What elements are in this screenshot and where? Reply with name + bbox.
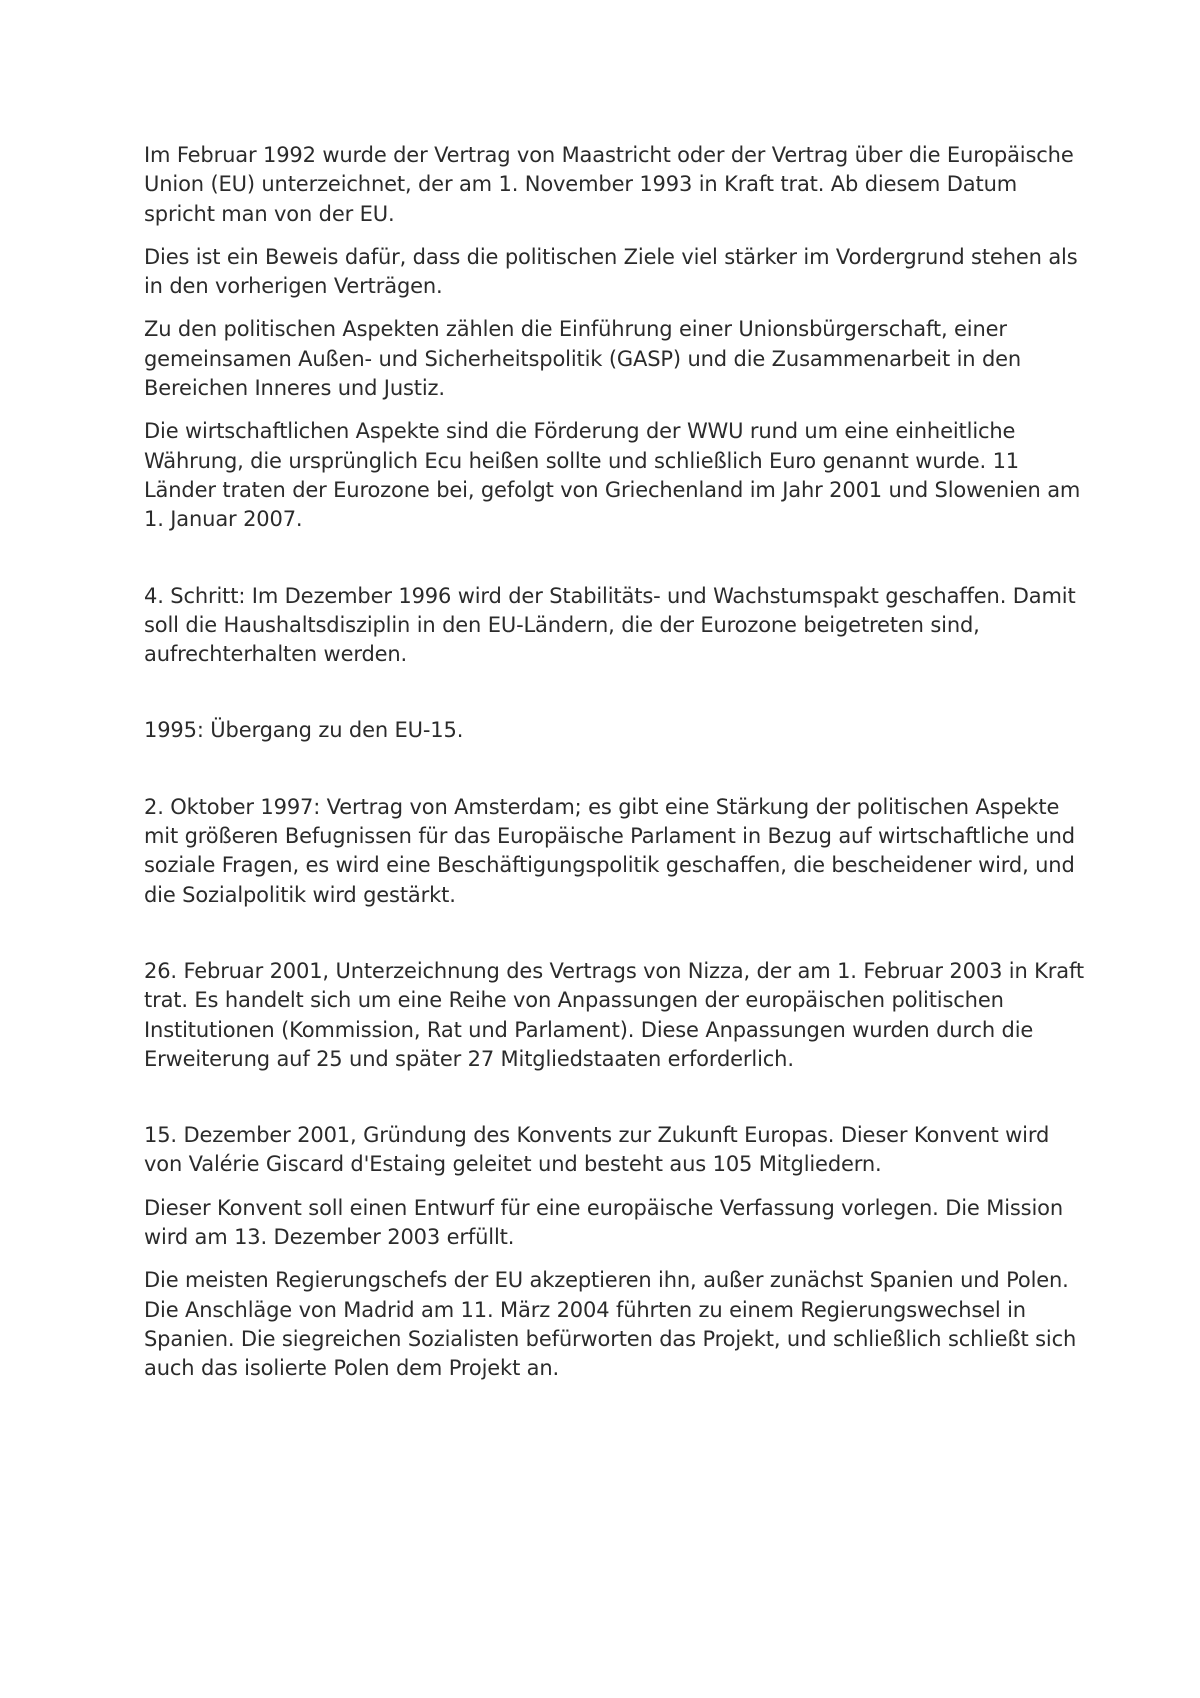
paragraph-political-aspects: Zu den politischen Aspekten zählen die Einführung einer Unionsbürgerschaft, einer gemeinsamen Außen- und Sicherheitspolitik (GASP) und die Zusammenarbeit in den Bereichen Inneres und Justiz. <box>144 317 1022 401</box>
document-body <box>144 141 1084 1398</box>
paragraph-convention: 15. Dezember 2001, Gründung des Konvents zur Zukunft Europas. Dieser Konvent wird von Valérie Giscard d'Estaing geleitet und besteht aus 105 Mitgliedern. <box>144 1123 1050 1177</box>
paragraph-political-goals: Dies ist ein Beweis dafür, dass die politischen Ziele viel stärker im Vordergrund stehen als in den vorherigen Verträgen. <box>144 244 1078 299</box>
paragraph-maastricht: Im Februar 1992 wurde der Vertrag von Maastricht oder der Vertrag über die Europäische Union (EU) unterzeichnet, der am 1. November 1993 in Kraft trat. Ab diesem Datum spricht man von der EU. <box>144 143 1074 226</box>
paragraph-constitution-draft: Dieser Konvent soll einen Entwurf für eine europäische Verfassung vorlegen. Die Mission wird am 13. Dezember 2003 erfüllt. <box>144 1195 1063 1250</box>
paragraph-economic-aspects: Die wirtschaftlichen Aspekte sind die Förderung der WWU rund um eine einheitliche Währung, die ursprünglich Ecu heißen sollte und schließlich Euro genannt wurde. 11 Länder traten der Eurozone bei, gefolgt von Griechenland im Jahr 2001 und Slowenien am 1. Januar 2007. <box>144 419 1081 532</box>
paragraph-nice: 26. Februar 2001, Unterzeichnung des Vertrags von Nizza, der am 1. Februar 2003 in Kraft trat. Es handelt sich um eine Reihe von Anpassungen der europäischen politischen Institutionen (Kommission, Rat und Parlament). Diese Anpassungen wurden durch die Erweiterung auf 25 und später 27 Mitgliedstaaten erforderlich. <box>144 958 1084 1071</box>
paragraph-amsterdam: 2. Oktober 1997: Vertrag von Amsterdam; es gibt eine Stärkung der politischen Aspekte mit größeren Befugnissen für das Europäische Parlament in Bezug auf wirtschaftliche und soziale Fragen, es wird eine Beschäftigungspolitik geschaffen, die bescheidener wird, und die Sozialpolitik wird gestärkt. <box>144 794 1075 907</box>
paragraph-step-4: 4. Schritt: Im Dezember 1996 wird der Stabilitäts- und Wachstumspakt geschaffen. Damit soll die Haushaltsdisziplin in den EU-Ländern, die der Eurozone beigetreten sind, aufrechterhalten werden. <box>144 583 1076 667</box>
paragraph-acceptance: Die meisten Regierungschefs der EU akzeptieren ihn, außer zunächst Spanien und Polen. Die Anschläge von Madrid am 11. März 2004 führten zu einem Regierungswechsel in Spanien. Die siegreichen Sozialisten befürworten das Projekt, und schließlich schließt sich auch das isolierte Polen dem Projekt an. <box>144 1268 1077 1381</box>
paragraph-eu-15: 1995: Übergang zu den EU-15. <box>144 718 464 743</box>
